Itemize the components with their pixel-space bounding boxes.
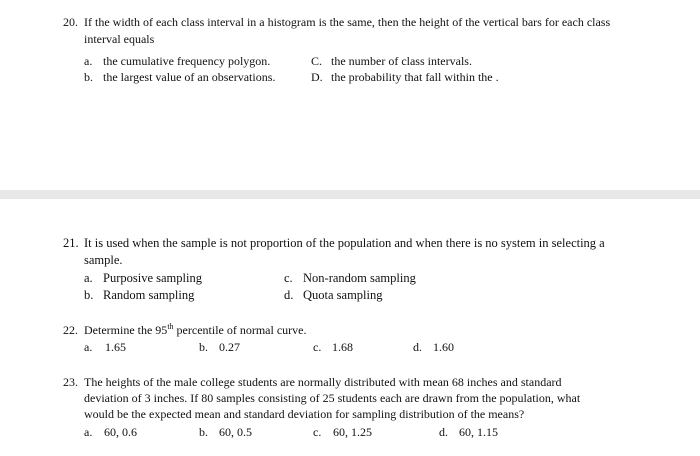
option-20c-text: the number of class intervals. [331,54,472,68]
option-22d-text: 1.60 [433,340,454,354]
option-22b-text: 0.27 [219,340,240,354]
option-23d-label: d. [439,425,448,439]
option-23a-text: 60, 0.6 [104,425,137,439]
question-20-number: 20. [63,15,78,29]
option-23b-label: b. [199,425,208,439]
question-22-text [84,324,306,336]
option-22a-label: a. [84,340,93,354]
option-23d-text: 60, 1.15 [459,425,498,439]
question-22-text-after: percentile of normal curve. [173,323,307,337]
question-22-text-before: Determine the 95 [84,323,168,337]
option-21d-label: d. [284,288,294,302]
option-23b-text: 60, 0.5 [219,425,252,439]
question-23-text-line-2: deviation of 3 inches. If 80 samples consisting of 25 students each are drawn from the population, what [84,391,581,405]
question-23-text-line-3: would be the expected mean and standard deviation for sampling distribution of the means? [84,407,525,421]
option-20d-label: D. [311,70,323,84]
option-21d-text: Quota sampling [303,288,383,302]
question-23-text-line-1: The heights of the male college students are normally distributed with mean 68 inches and standard [84,375,562,389]
option-21b-label: b. [84,288,94,302]
question-22-number: 22. [63,323,78,337]
option-22c-label: c. [313,340,322,354]
option-23c-label: c. [313,425,322,439]
option-21a-label: a. [84,271,93,285]
bottom-page-section [0,199,700,456]
page-divider [0,190,700,199]
option-22a-text: 1.65 [105,340,126,354]
option-20a-text: the cumulative frequency polygon. [103,54,271,68]
option-20a-label: a. [84,54,93,68]
option-21b-text: Random sampling [103,288,195,302]
option-20b-label: b. [84,70,93,84]
top-page-section [0,0,700,190]
question-20-text-line-1: If the width of each class interval in a histogram is the same, then the height of the vertical bars for each class [84,15,611,29]
option-21c-label: c. [284,271,293,285]
option-23c-text: 60, 1.25 [333,425,372,439]
option-22c-text: 1.68 [332,340,353,354]
question-20-text-line-2: interval equals [84,32,155,46]
question-21-text-line-2: sample. [84,253,123,267]
option-20c-label: C. [311,54,323,68]
option-20b-text: the largest value of an observations. [103,70,276,84]
question-22-superscript: th [167,322,174,331]
option-22d-label: d. [413,340,422,354]
option-21c-text: Non-random sampling [303,271,416,285]
option-22b-label: b. [199,340,208,354]
option-23a-label: a. [84,425,93,439]
option-21a-text: Purposive sampling [103,271,202,285]
question-21-number: 21. [63,236,79,250]
option-20d-text: the probability that fall within the . [331,70,499,84]
question-23-number: 23. [63,375,78,389]
question-21-text-line-1: It is used when the sample is not proportion of the population and when there is no system in selecting a [84,236,605,250]
